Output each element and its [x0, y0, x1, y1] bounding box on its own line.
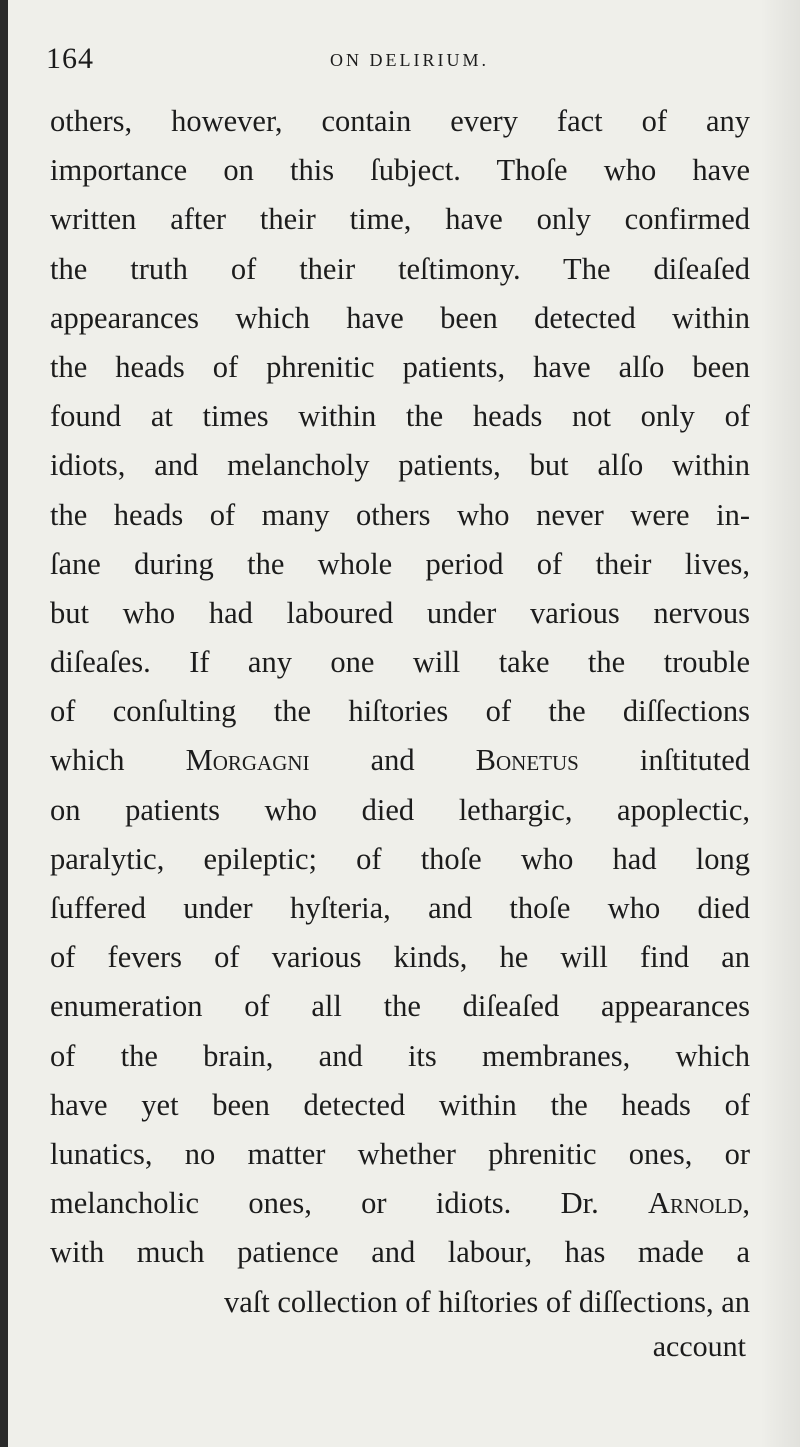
text-line [50, 294, 750, 343]
text-segment: diſeaſes. If any one will take the trouble [50, 645, 750, 680]
text-segment: the truth of their teſtimony. The diſeaſed [50, 251, 750, 286]
text-segment: importance on this ſubject. Thoſe who have [50, 153, 750, 188]
text-segment: with much patience and labour, has made a [50, 1235, 750, 1270]
text-line [50, 392, 750, 441]
text-line [50, 441, 750, 490]
text-line [50, 884, 750, 933]
text-line [50, 589, 750, 638]
text-line [50, 786, 750, 835]
small-caps-name: Bonetus [475, 743, 579, 778]
text-segment: idiots, and melancholy patients, but alſo within [50, 448, 750, 483]
text-segment: the heads of many others who never were in- [50, 497, 750, 532]
text-line [50, 1081, 750, 1130]
text-segment: others, however, contain every fact of any [50, 104, 750, 138]
running-head [46, 42, 766, 82]
text-segment: vaſt collection of hiſtories of diſſections, an [224, 1284, 750, 1319]
text-segment: the heads of phrenitic patients, have alſo been [50, 349, 750, 384]
text-line [50, 687, 750, 736]
text-segment: but who had laboured under various nervous [50, 595, 750, 630]
text-line [50, 195, 750, 244]
text-segment: of fevers of various kinds, he will find an [50, 940, 750, 975]
text-segment: have yet been detected within the heads of [50, 1087, 750, 1122]
small-caps-name: Morgagni [185, 743, 310, 778]
text-line [50, 736, 750, 785]
text-segment: written after their time, have only confirmed [50, 202, 750, 237]
text-segment: on patients who died lethargic, apoplectic, [50, 792, 750, 827]
text-segment: of the brain, and its membranes, which [50, 1038, 750, 1073]
text-line [50, 835, 750, 884]
text-line [50, 933, 750, 982]
text-line [50, 245, 750, 294]
running-title: ON DELIRIUM. [330, 50, 489, 70]
text-segment: found at times within the heads not only of [50, 399, 750, 434]
text-segment: lunatics, no matter whether phrenitic ones, or [50, 1136, 750, 1171]
text-line [50, 638, 750, 687]
text-line [50, 540, 750, 589]
text-line [50, 982, 750, 1031]
text-segment: , [742, 1186, 750, 1221]
text-segment: ſane during the whole period of their lives, [50, 546, 750, 581]
show-through-text [68, 1326, 468, 1356]
catchword: account [652, 1330, 746, 1363]
text-line [50, 1130, 750, 1179]
text-segment: paralytic, epileptic; of thoſe who had long [50, 841, 750, 876]
text-line [50, 343, 750, 392]
body-text [50, 97, 750, 1327]
text-line [50, 97, 750, 146]
page-number: 164 [46, 42, 94, 75]
text-line [50, 1228, 750, 1277]
small-caps-name: Arnold [648, 1186, 743, 1221]
book-page [8, 0, 800, 1447]
text-segment: of conſulting the hiſtories of the diſſections [50, 694, 750, 729]
text-segment: melancholic ones, or idiots. Dr. [50, 1186, 649, 1221]
text-segment: which [50, 743, 186, 778]
text-segment: appearances which have been detected within [50, 300, 750, 335]
text-line [50, 1278, 750, 1327]
text-line [50, 146, 750, 195]
text-line [50, 1032, 750, 1081]
text-segment: and [309, 743, 476, 778]
text-line [50, 491, 750, 540]
text-segment: ſuffered under hyſteria, and thoſe who died [50, 891, 750, 925]
text-line [50, 1179, 750, 1228]
text-segment: inſtituted [578, 743, 750, 778]
text-segment: enumeration of all the diſeaſed appearances [50, 989, 750, 1024]
